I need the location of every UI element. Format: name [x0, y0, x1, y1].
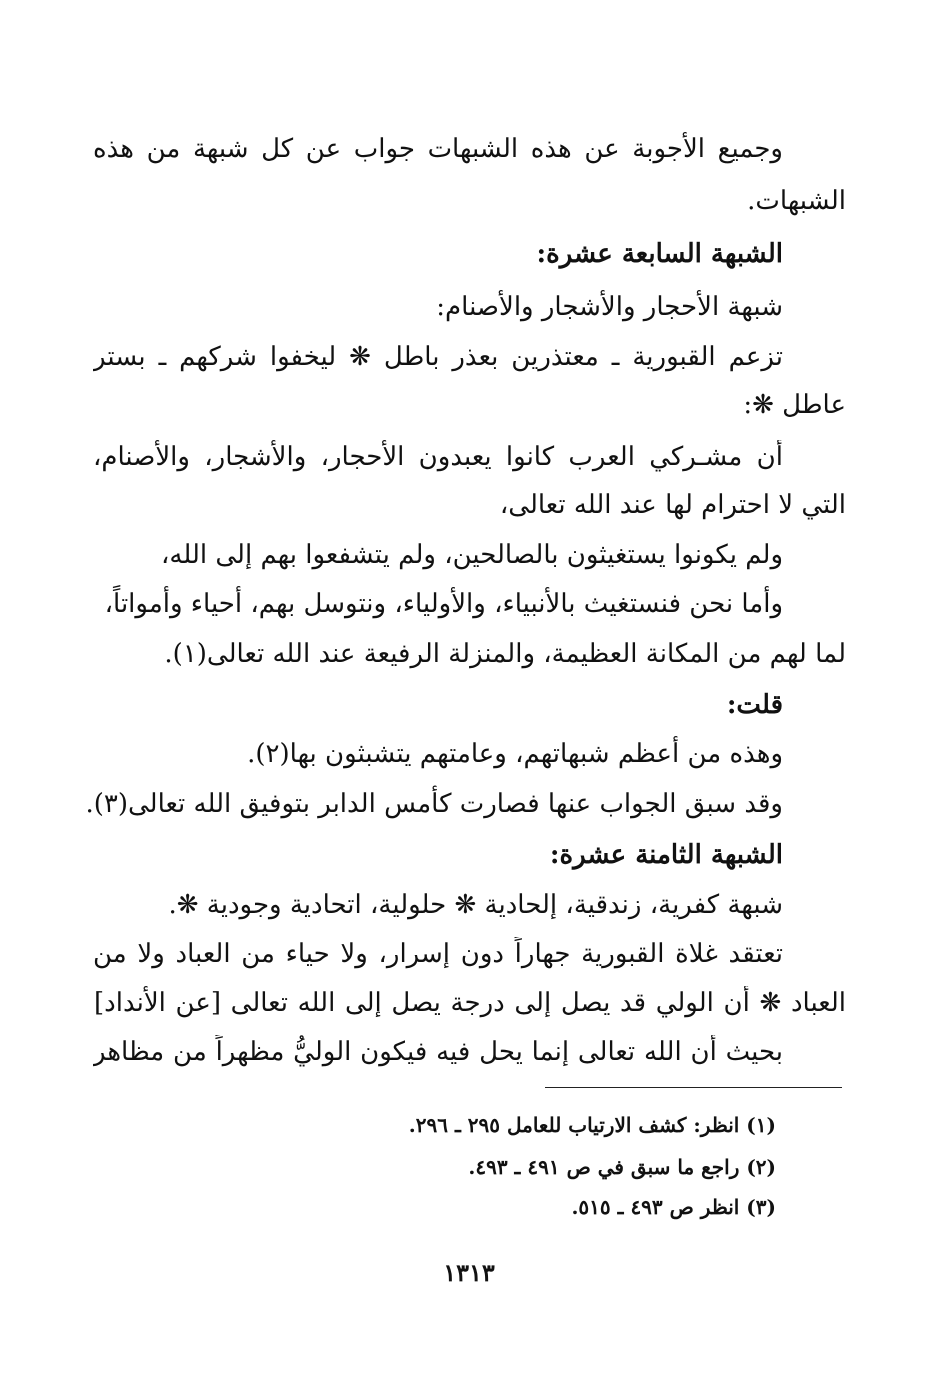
body-line: تزعم القبورية ـ معتذرين بعذر باطل ❋ ليخفوا شركهم ـ بستر [93, 342, 783, 372]
body-line: وهذه من أعظم شبهاتهم، وعامتهم يتشبثون بها(٢). [247, 739, 783, 769]
body-line: لما لهم من المكانة العظيمة، والمنزلة الرفيعة عند الله تعالى(١). [164, 639, 846, 669]
body-line: شبهة كفرية، زندقية، إلحادية ❋ حلولية، اتحادية وجودية ❋. [168, 890, 783, 920]
section-heading: قلت: [726, 690, 783, 720]
section-heading: الشبهة الثامنة عشرة: [549, 840, 783, 870]
footnote: (٢) راجع ما سبق في ص ٤٩١ ـ ٤٩٣. [468, 1155, 776, 1179]
body-line: أن مشـركي العرب كانوا يعبدون الأحجار، والأشجار، والأصنام، [93, 442, 783, 472]
body-line: وجميع الأجوبة عن هذه الشبهات جواب عن كل شبهة من هذه [93, 134, 783, 164]
page-number: ١٣١٣ [443, 1258, 495, 1287]
body-line: وقد سبق الجواب عنها فصارت كأمس الدابر بتوفيق الله تعالى(٣). [85, 789, 783, 819]
section-heading: الشبهة السابعة عشرة: [536, 239, 783, 269]
body-line: العباد ❋ أن الولي قد يصل إلى درجة يصل إلى الله تعالى [عن الأنداد] [94, 988, 846, 1018]
body-line: تعتقد غلاة القبورية جهاراً دون إسرار، ولا حياء من العباد ولا من [93, 939, 783, 969]
body-line: الشبهات. [747, 186, 846, 216]
footnote: (٣) انظر ص ٤٩٣ ـ ٥١٥. [571, 1195, 776, 1219]
body-line: بحيث أن الله تعالى إنما يحل فيه فيكون الوليُّ مظهراً من مظاهر [93, 1037, 783, 1067]
body-line: وأما نحن فنستغيث بالأنبياء، والأولياء، ونتوسل بهم، أحياء وأمواتاً، [104, 589, 783, 619]
body-line: التي لا احترام لها عند الله تعالى، [499, 490, 846, 520]
body-line: عاطل ❋: [743, 390, 846, 420]
footnote-separator [545, 1087, 842, 1088]
footnote: (١) انظر: كشف الارتياب للعامل ٢٩٥ ـ ٢٩٦. [408, 1113, 776, 1137]
body-line: ولم يكونوا يستغيثون بالصالحين، ولم يتشفعوا بهم إلى الله، [161, 540, 783, 570]
body-line: شبهة الأحجار والأشجار والأصنام: [436, 292, 783, 322]
